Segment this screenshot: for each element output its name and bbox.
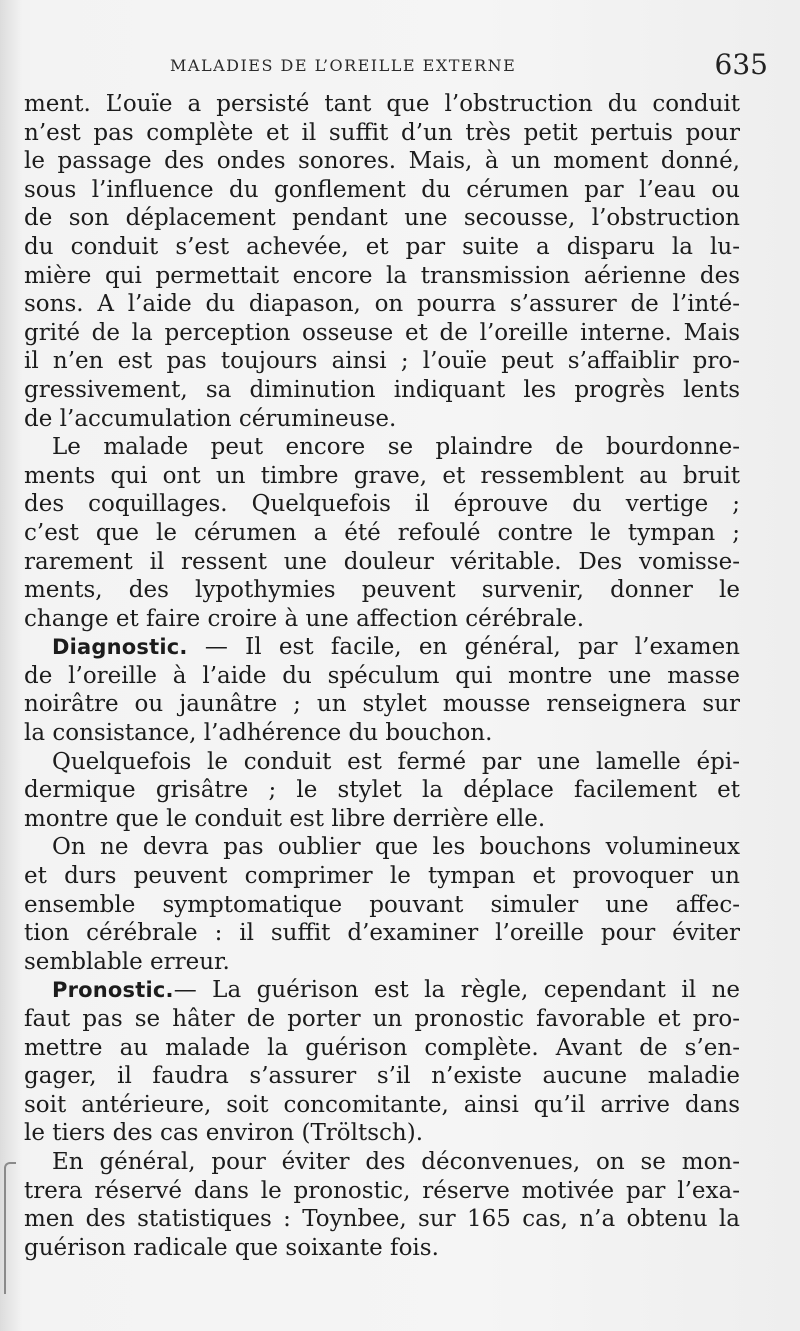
text-line: ensemble symptomatique pouvant simuler une affec- [24,891,740,918]
paragraph [24,748,740,834]
text-line: la consistance, l’adhérence du bouchon. [24,720,493,747]
text-line: n’est pas complète et il suffit d’un très petit pertuis pour [24,119,740,146]
text-line: c’est que le cérumen a été refoulé contre le tympan ; [24,519,740,546]
text-line: mière qui permettait encore la transmission aérienne des [24,262,740,289]
paragraph [24,833,740,976]
text-line: dermique grisâtre ; le stylet la déplace facilement et [24,777,740,804]
text-line: il n’en est pas toujours ainsi ; l’ouïe peut s’affaiblir pro- [24,348,740,375]
paragraph [24,433,740,633]
paragraph [24,976,740,1148]
page-header [0,50,800,84]
text-line: faut pas se hâter de porter un pronostic favorable et pro- [24,1006,740,1032]
text-line-content: — La guérison est la règle, cependant il ne [173,977,740,1004]
text-line [24,633,740,662]
text-line: trera réservé dans le pronostic, réserve motivée par l’exa- [24,1177,740,1204]
text-line [24,976,740,1005]
section-heading: Pronostic. [52,978,174,1003]
text-line: sons. A l’aide du diapason, on pourra s’assurer de l’inté- [24,291,740,318]
text-line: men des statistiques : Toynbee, sur 165 cas, n’a obtenu la [24,1206,740,1233]
text-line: On ne devra pas oublier que les bouchons volumineux [52,834,740,861]
text-line: le passage des ondes sonores. Mais, à un moment donné, [24,148,740,175]
text-line: En général, pour éviter des déconvenues, on se mon- [52,1148,740,1175]
text-line: guérison radicale que soixante fois. [24,1234,439,1261]
text-line: mettre au malade la guérison complète. Avant de s’en- [24,1034,740,1061]
text-line: de son déplacement pendant une secousse, l’obstruction [24,205,740,232]
section-heading: Diagnostic. [52,635,188,660]
text-line: et durs peuvent comprimer le tympan et provoquer un [24,863,740,890]
text-line: semblable erreur. [24,948,230,975]
text-line: ment. L’ouïe a persisté tant que l’obstruction du conduit [24,91,740,117]
margin-bracket-mark [4,1162,16,1294]
text-line: de l’oreille à l’aide du spéculum qui montre une masse [24,662,740,689]
text-line: Quelquefois le conduit est fermé par une lamelle épi- [52,748,740,775]
text-line: change et faire croire à une affection cérébrale. [24,605,585,632]
paragraph [24,1148,740,1262]
text-line-content: — Il est facile, en général, par l’examen [187,634,740,661]
text-line: noirâtre ou jaunâtre ; un stylet mousse renseignera sur [24,691,740,718]
text-line: montre que le conduit est libre derrière elle. [24,805,546,832]
text-line: du conduit s’est achevée, et par suite a disparu la lu- [24,233,740,260]
paragraph [24,90,740,433]
page-number: 635 [714,48,768,81]
text-line: rarement il ressent une douleur véritable. Des vomisse- [24,548,740,575]
body-text [24,90,740,1262]
text-line: de l’accumulation cérumineuse. [24,405,397,432]
text-line: gager, il faudra s’assurer s’il n’existe aucune maladie [24,1063,740,1090]
text-line: ments qui ont un timbre grave, et ressemblent au bruit [24,462,740,489]
paragraph [24,633,740,747]
text-line: Le malade peut encore se plaindre de bourdonne- [52,434,740,461]
text-line: soit antérieure, soit concomitante, ainsi qu’il arrive dans [24,1091,740,1118]
text-line: des coquillages. Quelquefois il éprouve du vertige ; [24,491,740,518]
text-line: tion cérébrale : il suffit d’examiner l’oreille pour éviter [24,920,740,947]
text-line: le tiers des cas environ (Tröltsch). [24,1120,424,1147]
text-line: ments, des lypothymies peuvent survenir, donner le [24,577,740,604]
text-line: grité de la perception osseuse et de l’oreille interne. Mais [24,319,740,346]
text-line: gressivement, sa diminution indiquant les progrès lents [24,376,740,403]
text-line: sous l’influence du gonflement du cérumen par l’eau ou [24,176,740,203]
running-title: MALADIES DE L’OREILLE EXTERNE [170,56,517,75]
